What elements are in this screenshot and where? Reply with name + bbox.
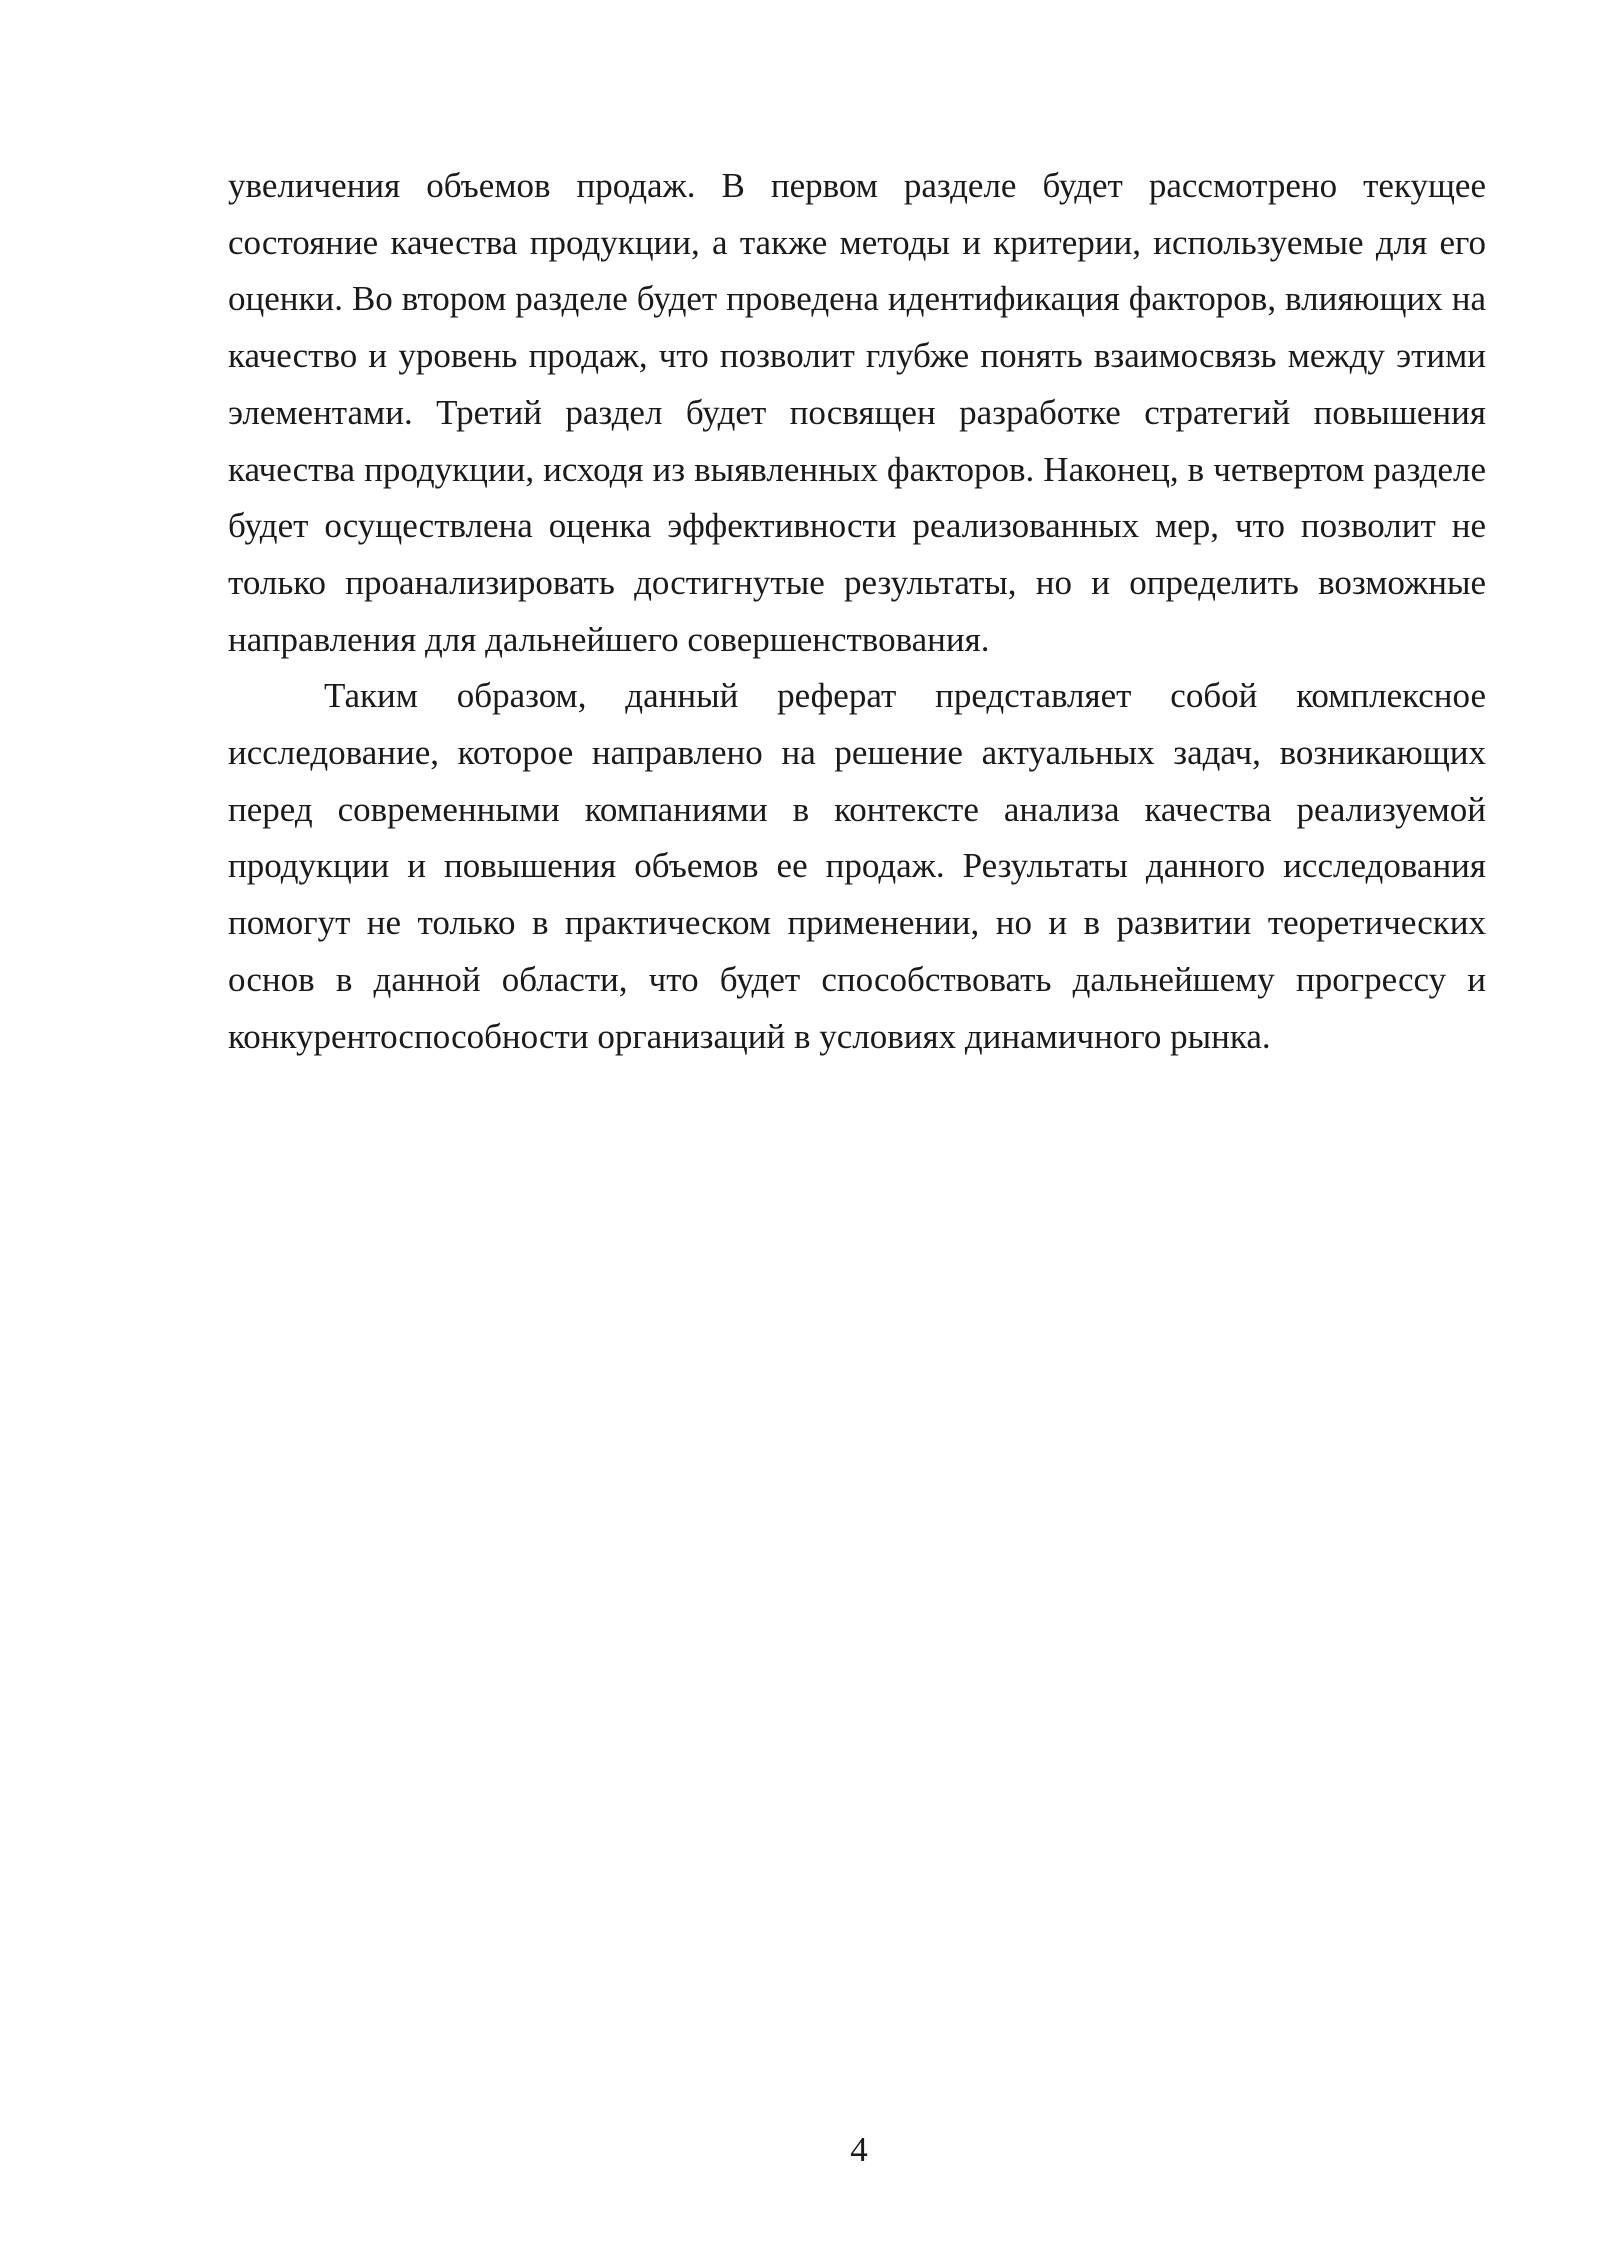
paragraph-continuation: увеличения объемов продаж. В первом разделе будет рассмотрено текущее состояние качества продукции, а также методы и критерии, используемые для его оценки. Во втором разделе будет проведена идентификация факторов, влияющих на качество и уровень продаж, что позволит глубже понять взаимосвязь между этими элементами. Третий раздел будет посвящен разработке стратегий повышения качества продукции, исходя из выявленных факторов. Наконец, в четвертом разделе будет осуществлена оценка эффективности реализованных мер, что позволит не только проанализировать достигнутые результаты, но и определить возможные направления для дальнейшего совершенствования. [228, 166, 1486, 659]
body-text [228, 158, 1486, 1065]
page-number: 4 [850, 2130, 868, 2169]
paragraph-conclusion: Таким образом, данный реферат представляет собой комплексное исследование, которое направлено на решение актуальных задач, возникающих перед современными компаниями в контексте анализа качества реализуемой продукции и повышения объемов ее продаж. Результаты данного исследования помогут не только в практическом применении, но и в развитии теоретических основ в данной области, что будет способствовать дальнейшему прогрессу и конкурентоспособности организаций в условиях динамичного рынка. [228, 676, 1486, 1056]
